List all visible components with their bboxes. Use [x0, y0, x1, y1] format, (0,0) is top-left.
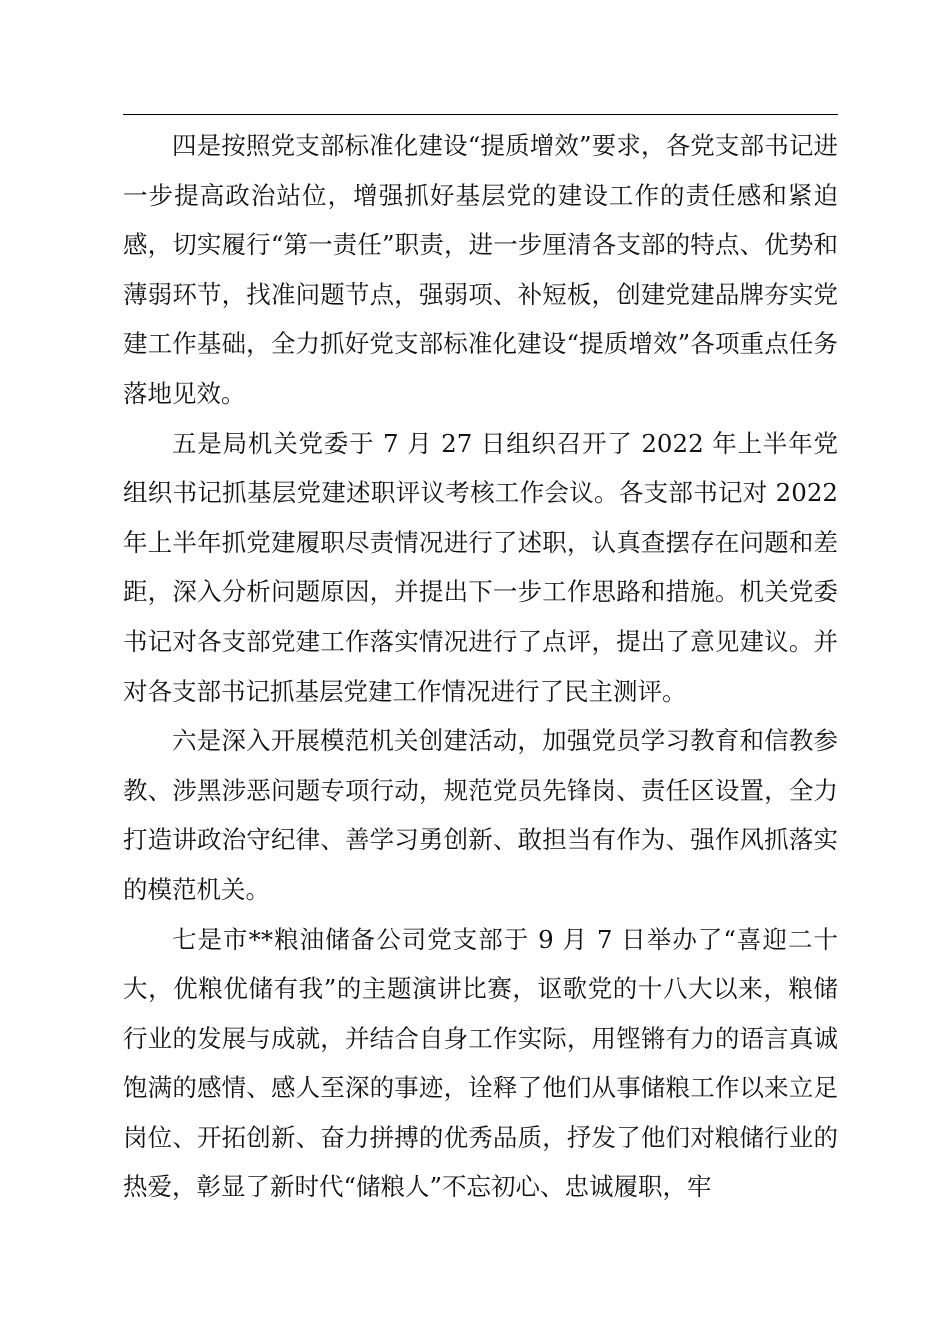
header-rule: [123, 114, 838, 115]
document-body: [123, 121, 838, 1212]
paragraph-five: 五是局机关党委于 7 月 27 日组织召开了 2022 年上半年党组织书记抓基层党建述职评议考核工作会议。各支部书记对 2022 年上半年抓党建履职尽责情况进行了述职，认真查摆存在问题和差距，深入分析问题原因，并提出下一步工作思路和措施。机关党委书记对各支部党建工作落实情况进行了点评，提出了意见建议。并对各支部书记抓基层党建工作情况进行了民主测评。: [123, 428, 838, 706]
paragraph-four: 四是按照党支部标准化建设“提质增效”要求，各党支部书记进一步提高政治站位，增强抓好基层党的建设工作的责任感和紧迫感，切实履行“第一责任”职责，进一步厘清各支部的特点、优势和薄弱环节，找准问题节点，强弱项、补短板，创建党建品牌夯实党建工作基础，全力抓好党支部标准化建设“提质增效”各项重点任务落地见效。: [123, 131, 838, 408]
paragraph-six: 六是深入开展模范机关创建活动，加强党员学习教育和信教参教、涉黑涉恶问题专项行动，规范党员先锋岗、责任区设置，全力打造讲政治守纪律、善学习勇创新、敢担当有作为、强作风抓落实的模范机关。: [123, 726, 838, 904]
paragraph-seven: 七是市**粮油储备公司党支部于 9 月 7 日举办了“喜迎二十大，优粮优储有我”的主题演讲比赛，讴歌党的十八大以来，粮储行业的发展与成就，并结合自身工作实际，用铿锵有力的语言真诚饱满的感情、感人至深的事迹，诠释了他们从事储粮工作以来立足岗位、开拓创新、奋力拼搏的优秀品质，抒发了他们对粮储行业的热爱，彰显了新时代“储粮人”不忘初心、忠诚履职，牢: [123, 924, 838, 1202]
